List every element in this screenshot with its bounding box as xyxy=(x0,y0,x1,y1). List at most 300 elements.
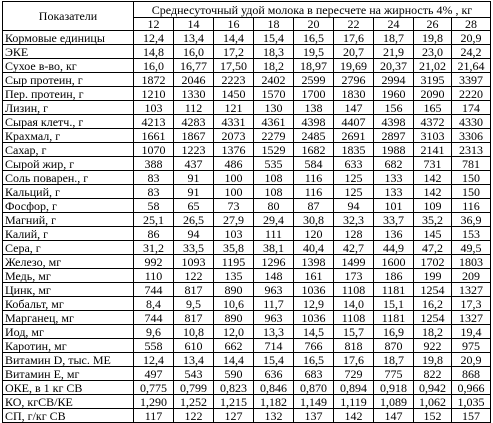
table-cell: 0,775 xyxy=(134,381,174,395)
table-cell: 963 xyxy=(254,283,294,297)
table-cell: 766 xyxy=(294,339,334,353)
table-cell: 1327 xyxy=(452,311,491,325)
table-cell: 101 xyxy=(374,199,414,213)
fat-level-header: 22 xyxy=(334,18,374,31)
table-cell: 147 xyxy=(334,101,374,115)
table-cell: 80 xyxy=(254,199,294,213)
row-label: Марганец, мг xyxy=(3,311,134,325)
row-label: Сахар, г xyxy=(3,143,134,157)
table-cell: 17,6 xyxy=(334,353,374,367)
table-cell: 1661 xyxy=(134,129,174,143)
row-label: СП, г/кг СВ xyxy=(3,409,134,423)
table-cell: 1,290 xyxy=(134,395,174,409)
table-cell: 15,1 xyxy=(374,297,414,311)
table-cell: 4331 xyxy=(214,115,254,129)
table-row xyxy=(3,31,491,45)
table-row xyxy=(3,325,491,339)
table-cell: 12,0 xyxy=(214,325,254,339)
table-cell: 12,4 xyxy=(134,353,174,367)
table-cell: 136 xyxy=(374,227,414,241)
table-cell: 2897 xyxy=(374,129,414,143)
table-cell: 142 xyxy=(414,185,452,199)
table-cell: 2796 xyxy=(334,73,374,87)
table-cell: 0,799 xyxy=(174,381,214,395)
table-cell: 1450 xyxy=(214,87,254,101)
indicator-header: Показатели xyxy=(3,2,134,31)
table-cell: 174 xyxy=(452,101,491,115)
row-label: Калий, г xyxy=(3,227,134,241)
table-cell: 437 xyxy=(174,157,214,171)
table-cell: 683 xyxy=(294,367,334,381)
table-cell: 1988 xyxy=(374,143,414,157)
row-label: Пер. протеин, г xyxy=(3,87,134,101)
table-cell: 1210 xyxy=(134,87,174,101)
table-row xyxy=(3,297,491,311)
table-cell: 128 xyxy=(334,227,374,241)
fat-level-header: 26 xyxy=(414,18,452,31)
table-cell: 1529 xyxy=(254,143,294,157)
row-label: Цинк, мг xyxy=(3,283,134,297)
table-cell: 4398 xyxy=(374,115,414,129)
table-cell: 173 xyxy=(334,269,374,283)
table-cell: 922 xyxy=(414,339,452,353)
table-cell: 1867 xyxy=(174,129,214,143)
table-cell: 682 xyxy=(374,157,414,171)
row-label: Железо, мг xyxy=(3,255,134,269)
table-cell: 150 xyxy=(452,185,491,199)
row-label: Сухое в-во, кг xyxy=(3,59,134,73)
table-cell: 17,2 xyxy=(214,45,254,59)
row-label: Сырой жир, г xyxy=(3,157,134,171)
table-cell: 17,50 xyxy=(214,59,254,73)
table-cell: 636 xyxy=(254,367,294,381)
row-label: ЭКЕ xyxy=(3,45,134,59)
row-label: Медь, мг xyxy=(3,269,134,283)
table-row xyxy=(3,143,491,157)
table-cell: 3195 xyxy=(414,73,452,87)
row-label: КО, кгСВ/КЕ xyxy=(3,395,134,409)
table-cell: 30,8 xyxy=(294,213,334,227)
table-cell: 2073 xyxy=(214,129,254,143)
table-cell: 27,9 xyxy=(214,213,254,227)
table-cell: 94 xyxy=(334,199,374,213)
table-cell: 157 xyxy=(452,409,491,423)
table-cell: 1195 xyxy=(214,255,254,269)
table-cell: 1,182 xyxy=(254,395,294,409)
table-cell: 1181 xyxy=(374,311,414,325)
table-cell: 535 xyxy=(254,157,294,171)
table-cell: 38,1 xyxy=(254,241,294,255)
table-cell: 633 xyxy=(334,157,374,171)
table-cell: 145 xyxy=(414,227,452,241)
table-cell: 3306 xyxy=(452,129,491,143)
table-cell: 1296 xyxy=(254,255,294,269)
table-cell: 150 xyxy=(452,171,491,185)
table-cell: 44,9 xyxy=(374,241,414,255)
table-cell: 111 xyxy=(254,227,294,241)
table-cell: 2485 xyxy=(294,129,334,143)
table-cell: 1700 xyxy=(294,87,334,101)
row-label: Лизин, г xyxy=(3,101,134,115)
table-cell: 148 xyxy=(254,269,294,283)
table-cell: 20,7 xyxy=(334,45,374,59)
table-header xyxy=(3,2,491,31)
table-cell: 125 xyxy=(334,185,374,199)
table-cell: 132 xyxy=(254,409,294,423)
table-row xyxy=(3,353,491,367)
table-cell: 12,4 xyxy=(134,31,174,45)
table-cell: 0,870 xyxy=(294,381,334,395)
table-cell: 662 xyxy=(214,339,254,353)
table-cell: 729 xyxy=(334,367,374,381)
table-cell: 125 xyxy=(334,171,374,185)
table-cell: 19,5 xyxy=(294,45,334,59)
table-row xyxy=(3,45,491,59)
table-cell: 10,6 xyxy=(214,297,254,311)
table-cell: 543 xyxy=(174,367,214,381)
table-row xyxy=(3,283,491,297)
table-cell: 186 xyxy=(374,269,414,283)
table-cell: 152 xyxy=(414,409,452,423)
table-cell: 100 xyxy=(214,185,254,199)
row-label: Каротин, мг xyxy=(3,339,134,353)
table-cell: 486 xyxy=(214,157,254,171)
milk-yield-header: Среднесуточный удой молока в пересчете на жирность 4% , кг xyxy=(134,2,491,18)
table-row xyxy=(3,59,491,73)
row-label: Сыр протеин, г xyxy=(3,73,134,87)
table-row xyxy=(3,213,491,227)
table-cell: 19,8 xyxy=(414,353,452,367)
table-cell: 2402 xyxy=(254,73,294,87)
table-cell: 775 xyxy=(374,367,414,381)
table-cell: 110 xyxy=(134,269,174,283)
table-cell: 17,3 xyxy=(452,297,491,311)
table-row xyxy=(3,241,491,255)
table-cell: 992 xyxy=(134,255,174,269)
table-cell: 35,8 xyxy=(214,241,254,255)
table-cell: 1600 xyxy=(374,255,414,269)
table-cell: 14,8 xyxy=(134,45,174,59)
table-cell: 16,0 xyxy=(134,59,174,73)
table-cell: 4372 xyxy=(414,115,452,129)
table-cell: 18,7 xyxy=(374,31,414,45)
table-cell: 2313 xyxy=(452,143,491,157)
table-cell: 117 xyxy=(134,409,174,423)
table-cell: 1682 xyxy=(294,143,334,157)
table-cell: 4398 xyxy=(294,115,334,129)
table-cell: 1223 xyxy=(174,143,214,157)
table-cell: 817 xyxy=(174,311,214,325)
table-cell: 1702 xyxy=(414,255,452,269)
table-cell: 36,9 xyxy=(452,213,491,227)
table-row xyxy=(3,311,491,325)
table-cell: 109 xyxy=(414,199,452,213)
table-cell: 1,215 xyxy=(214,395,254,409)
table-row xyxy=(3,367,491,381)
table-body xyxy=(3,31,491,423)
row-label: Витамин D, тыс. МЕ xyxy=(3,353,134,367)
fat-level-header: 20 xyxy=(294,18,334,31)
table-cell: 153 xyxy=(452,227,491,241)
table-cell: 18,3 xyxy=(254,45,294,59)
table-cell: 781 xyxy=(452,157,491,171)
table-cell: 100 xyxy=(214,171,254,185)
table-cell: 112 xyxy=(174,101,214,115)
row-label: Витамин Е, мг xyxy=(3,367,134,381)
table-cell: 20,9 xyxy=(452,353,491,367)
table-cell: 138 xyxy=(294,101,334,115)
table-row xyxy=(3,269,491,283)
table-cell: 2090 xyxy=(414,87,452,101)
table-cell: 130 xyxy=(254,101,294,115)
table-cell: 1254 xyxy=(414,283,452,297)
table-cell: 86 xyxy=(134,227,174,241)
table-cell: 165 xyxy=(414,101,452,115)
table-cell: 91 xyxy=(174,171,214,185)
table-cell: 1327 xyxy=(452,283,491,297)
table-cell: 120 xyxy=(294,227,334,241)
table-cell: 31,2 xyxy=(134,241,174,255)
table-row xyxy=(3,409,491,423)
nutrition-table xyxy=(2,1,491,423)
table-cell: 2223 xyxy=(214,73,254,87)
table-cell: 23,0 xyxy=(414,45,452,59)
table-cell: 16,0 xyxy=(174,45,214,59)
table-cell: 16,2 xyxy=(414,297,452,311)
table-cell: 2691 xyxy=(334,129,374,143)
table-cell: 1,252 xyxy=(174,395,214,409)
table-cell: 1570 xyxy=(254,87,294,101)
table-cell: 122 xyxy=(174,269,214,283)
table-cell: 94 xyxy=(174,227,214,241)
table-cell: 87 xyxy=(294,199,334,213)
table-cell: 822 xyxy=(414,367,452,381)
table-cell: 1,119 xyxy=(334,395,374,409)
table-cell: 2599 xyxy=(294,73,334,87)
table-cell: 83 xyxy=(134,185,174,199)
table-cell: 1376 xyxy=(214,143,254,157)
table-cell: 25,1 xyxy=(134,213,174,227)
table-cell: 13,4 xyxy=(174,353,214,367)
table-cell: 16,5 xyxy=(294,353,334,367)
table-cell: 10,8 xyxy=(174,325,214,339)
table-cell: 13,3 xyxy=(254,325,294,339)
table-cell: 14,5 xyxy=(294,325,334,339)
table-cell: 714 xyxy=(254,339,294,353)
table-cell: 1960 xyxy=(374,87,414,101)
table-row xyxy=(3,157,491,171)
table-cell: 199 xyxy=(414,269,452,283)
table-cell: 4407 xyxy=(334,115,374,129)
table-cell: 388 xyxy=(134,157,174,171)
table-cell: 2141 xyxy=(414,143,452,157)
table-cell: 19,8 xyxy=(414,31,452,45)
table-cell: 147 xyxy=(374,409,414,423)
table-cell: 15,7 xyxy=(334,325,374,339)
table-cell: 590 xyxy=(214,367,254,381)
table-cell: 142 xyxy=(334,409,374,423)
table-cell: 584 xyxy=(294,157,334,171)
table-cell: 127 xyxy=(214,409,254,423)
table-cell: 0,942 xyxy=(414,381,452,395)
table-cell: 33,7 xyxy=(374,213,414,227)
table-cell: 1330 xyxy=(174,87,214,101)
fat-level-header: 16 xyxy=(214,18,254,31)
table-cell: 26,5 xyxy=(174,213,214,227)
table-cell: 83 xyxy=(134,171,174,185)
table-cell: 4330 xyxy=(452,115,491,129)
table-cell: 1,089 xyxy=(374,395,414,409)
table-cell: 135 xyxy=(214,269,254,283)
table-cell: 15,4 xyxy=(254,353,294,367)
table-cell: 14,4 xyxy=(214,31,254,45)
table-cell: 1093 xyxy=(174,255,214,269)
table-cell: 20,9 xyxy=(452,31,491,45)
table-cell: 14,4 xyxy=(214,353,254,367)
row-label: Сера, г xyxy=(3,241,134,255)
table-cell: 1398 xyxy=(294,255,334,269)
table-cell: 1,062 xyxy=(414,395,452,409)
table-cell: 870 xyxy=(374,339,414,353)
table-cell: 8,4 xyxy=(134,297,174,311)
table-cell: 731 xyxy=(414,157,452,171)
table-row xyxy=(3,339,491,353)
table-cell: 108 xyxy=(254,185,294,199)
row-label: ОКЕ, в 1 кг СВ xyxy=(3,381,134,395)
table-cell: 29,4 xyxy=(254,213,294,227)
table-cell: 1070 xyxy=(134,143,174,157)
table-cell: 3397 xyxy=(452,73,491,87)
table-cell: 4283 xyxy=(174,115,214,129)
table-cell: 818 xyxy=(334,339,374,353)
table-cell: 12,9 xyxy=(294,297,334,311)
table-cell: 0,966 xyxy=(452,381,491,395)
table-cell: 116 xyxy=(452,199,491,213)
row-label: Фосфор, г xyxy=(3,199,134,213)
table-cell: 11,7 xyxy=(254,297,294,311)
table-row xyxy=(3,115,491,129)
table-cell: 744 xyxy=(134,311,174,325)
table-cell: 1803 xyxy=(452,255,491,269)
header-row-main xyxy=(3,2,491,18)
table-cell: 91 xyxy=(174,185,214,199)
table-cell: 9,6 xyxy=(134,325,174,339)
table-row xyxy=(3,227,491,241)
row-label: Кальций, г xyxy=(3,185,134,199)
table-cell: 2046 xyxy=(174,73,214,87)
table-cell: 20,37 xyxy=(374,59,414,73)
table-cell: 1036 xyxy=(294,283,334,297)
table-cell: 2279 xyxy=(254,129,294,143)
row-label: Кобальт, мг xyxy=(3,297,134,311)
table-cell: 16,9 xyxy=(374,325,414,339)
table-cell: 49,5 xyxy=(452,241,491,255)
row-label: Иод, мг xyxy=(3,325,134,339)
table-row xyxy=(3,171,491,185)
table-row xyxy=(3,199,491,213)
table-cell: 1872 xyxy=(134,73,174,87)
table-cell: 116 xyxy=(294,171,334,185)
table-cell: 133 xyxy=(374,185,414,199)
table-cell: 0,894 xyxy=(334,381,374,395)
table-cell: 0,918 xyxy=(374,381,414,395)
fat-level-header: 12 xyxy=(134,18,174,31)
table-cell: 16,77 xyxy=(174,59,214,73)
row-label: Магний, г xyxy=(3,213,134,227)
table-cell: 161 xyxy=(294,269,334,283)
table-row xyxy=(3,129,491,143)
table-cell: 0,846 xyxy=(254,381,294,395)
table-cell: 744 xyxy=(134,283,174,297)
row-label: Сырая клетч., г xyxy=(3,115,134,129)
fat-level-header: 28 xyxy=(452,18,491,31)
table-cell: 133 xyxy=(374,171,414,185)
table-row xyxy=(3,101,491,115)
table-cell: 142 xyxy=(414,171,452,185)
table-row xyxy=(3,395,491,409)
table-cell: 14,0 xyxy=(334,297,374,311)
table-cell: 17,6 xyxy=(334,31,374,45)
table-cell: 4361 xyxy=(254,115,294,129)
table-cell: 18,97 xyxy=(294,59,334,73)
table-cell: 497 xyxy=(134,367,174,381)
table-cell: 1,035 xyxy=(452,395,491,409)
table-cell: 0,823 xyxy=(214,381,254,395)
table-cell: 122 xyxy=(174,409,214,423)
table-cell: 65 xyxy=(174,199,214,213)
table-cell: 18,2 xyxy=(254,59,294,73)
table-cell: 156 xyxy=(374,101,414,115)
table-cell: 1108 xyxy=(334,283,374,297)
table-row xyxy=(3,255,491,269)
table-cell: 16,5 xyxy=(294,31,334,45)
table-cell: 2220 xyxy=(452,87,491,101)
table-cell: 116 xyxy=(294,185,334,199)
table-cell: 1108 xyxy=(334,311,374,325)
table-cell: 73 xyxy=(214,199,254,213)
table-cell: 2994 xyxy=(374,73,414,87)
fat-level-header: 18 xyxy=(254,18,294,31)
table-cell: 890 xyxy=(214,283,254,297)
table-cell: 21,02 xyxy=(414,59,452,73)
table-cell: 21,64 xyxy=(452,59,491,73)
table-cell: 3103 xyxy=(414,129,452,143)
fat-level-header: 24 xyxy=(374,18,414,31)
table-cell: 1499 xyxy=(334,255,374,269)
row-label: Крахмал, г xyxy=(3,129,134,143)
table-cell: 1254 xyxy=(414,311,452,325)
table-cell: 1,149 xyxy=(294,395,334,409)
table-cell: 4213 xyxy=(134,115,174,129)
table-row xyxy=(3,185,491,199)
table-cell: 24,2 xyxy=(452,45,491,59)
table-cell: 19,4 xyxy=(452,325,491,339)
table-cell: 47,2 xyxy=(414,241,452,255)
table-cell: 1181 xyxy=(374,283,414,297)
table-cell: 890 xyxy=(214,311,254,325)
fat-level-header: 14 xyxy=(174,18,214,31)
table-cell: 19,69 xyxy=(334,59,374,73)
table-row xyxy=(3,381,491,395)
table-cell: 103 xyxy=(134,101,174,115)
table-cell: 817 xyxy=(174,283,214,297)
table-cell: 108 xyxy=(254,171,294,185)
table-row xyxy=(3,87,491,101)
table-cell: 103 xyxy=(214,227,254,241)
table-cell: 121 xyxy=(214,101,254,115)
table-cell: 40,4 xyxy=(294,241,334,255)
table-cell: 558 xyxy=(134,339,174,353)
